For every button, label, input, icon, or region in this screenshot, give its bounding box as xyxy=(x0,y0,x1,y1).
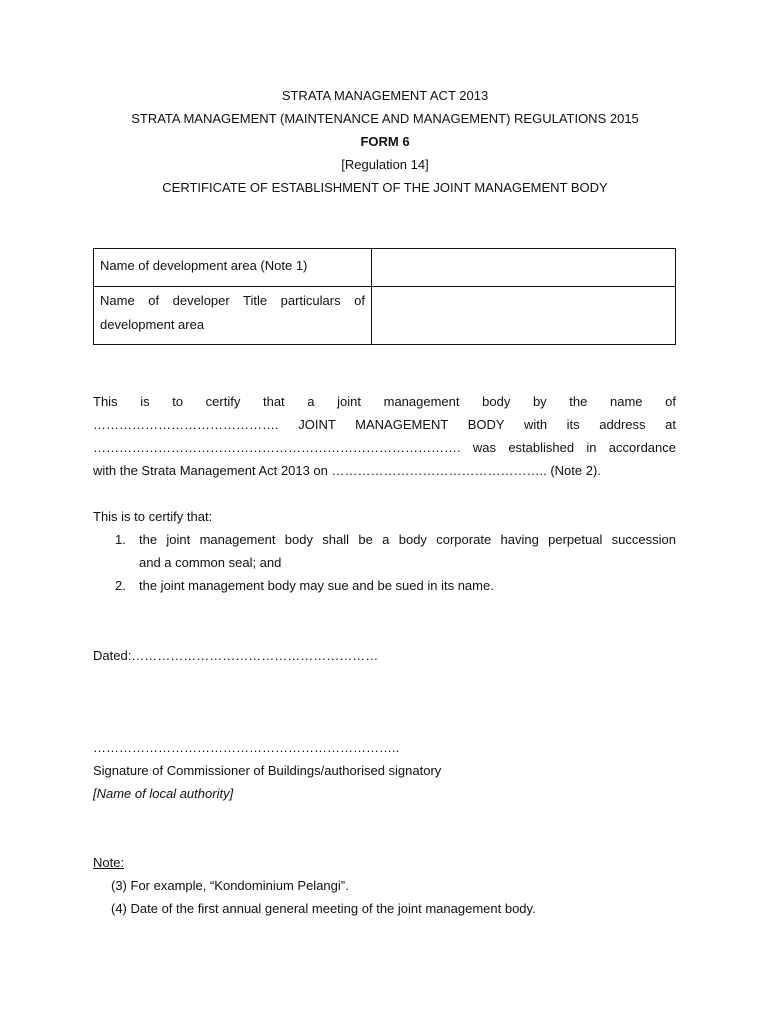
certify-list xyxy=(93,528,676,597)
list-item-number: 2. xyxy=(115,578,126,593)
development-area-value-cell[interactable] xyxy=(372,249,676,287)
note-item: (3) For example, “Kondominium Pelangi”. xyxy=(111,878,349,893)
dated-field[interactable]: Dated:………………………………………………… xyxy=(93,648,379,663)
certify-line-3: …………………………………………………………………………. was established in accordance xyxy=(93,440,676,455)
development-area-label xyxy=(94,249,372,287)
signature-line[interactable]: …………………………………………………………….. xyxy=(93,740,400,755)
certificate-title: CERTIFICATE OF ESTABLISHMENT OF THE JOINT MANAGEMENT BODY xyxy=(162,180,608,195)
developer-title-value-cell[interactable] xyxy=(372,287,676,345)
development-info-table xyxy=(93,248,676,345)
list-item-line-1: the joint management body shall be a body corporate having perpetual succession xyxy=(139,532,676,547)
form-number: FORM 6 xyxy=(360,134,410,149)
certify-line-1: This is to certify that a joint management body by the name of xyxy=(93,394,676,409)
list-item-line-2: and a common seal; and xyxy=(139,555,282,570)
developer-title-label-line2: development area xyxy=(100,317,205,332)
local-authority-name: [Name of local authority] xyxy=(93,786,234,801)
development-area-label-text: Name of development area (Note 1) xyxy=(100,258,308,273)
regulation-reference: [Regulation 14] xyxy=(341,157,429,172)
table-row xyxy=(94,287,676,345)
certify-paragraph xyxy=(93,390,676,482)
signature-label: Signature of Commissioner of Buildings/authorised signatory xyxy=(93,763,442,778)
list-item-line-1: the joint management body may sue and be sued in its name. xyxy=(139,578,494,593)
certify-line-2: ……………………………………. JOINT MANAGEMENT BODY with its address at xyxy=(93,417,676,432)
list-item-number: 1. xyxy=(115,532,126,547)
table-row xyxy=(94,249,676,287)
developer-title-label xyxy=(94,287,372,345)
note-item: (4) Date of the first annual general meeting of the joint management body. xyxy=(111,901,536,916)
act-title: STRATA MANAGEMENT ACT 2013 xyxy=(281,88,489,103)
notes-heading: Note: xyxy=(93,855,125,870)
list-item xyxy=(93,574,676,597)
certify-intro: This is to certify that: xyxy=(93,509,213,524)
developer-title-label-line1: Name of developer Title particulars of xyxy=(100,293,365,308)
certify-line-4: with the Strata Management Act 2013 on ………………………………………….. (Note 2). xyxy=(93,463,601,478)
list-item xyxy=(93,528,676,574)
regulations-title: STRATA MANAGEMENT (MAINTENANCE AND MANAGEMENT) REGULATIONS 2015 xyxy=(131,111,639,126)
